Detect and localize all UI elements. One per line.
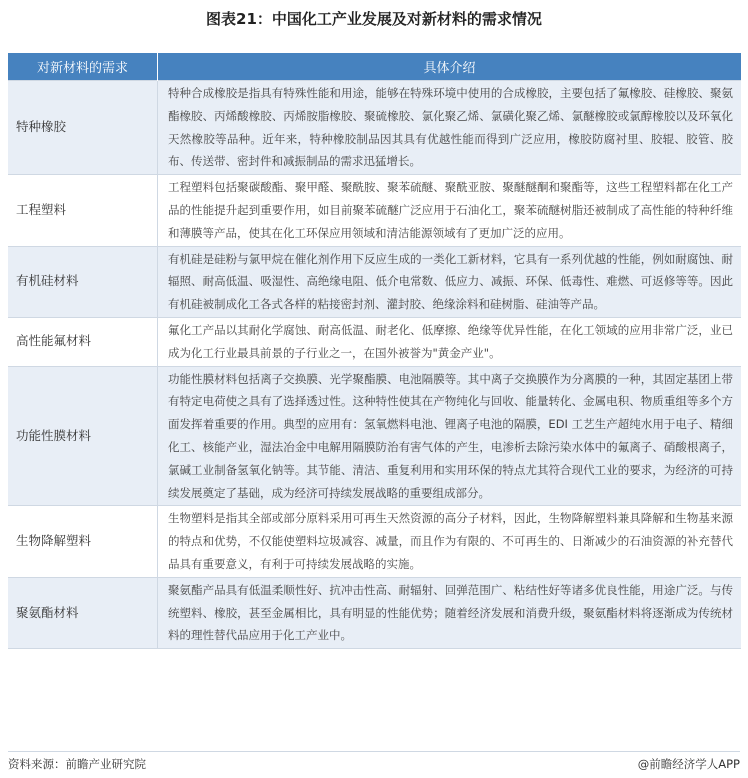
table-row — [8, 175, 741, 246]
table-row — [8, 577, 741, 648]
material-description: 氟化工产品以其耐化学腐蚀、耐高低温、耐老化、低摩擦、绝缘等优异性能，在化工领域的应用非常广泛，业已成为化工行业最具前景的子行业之一，在国外被誉为"黄金产业"。 — [158, 317, 742, 366]
table-row — [8, 246, 741, 317]
column-header-demand: 对新材料的需求 — [8, 53, 158, 81]
brand-text: @前瞻经济学人APP — [637, 757, 740, 771]
material-name: 生物降解塑料 — [8, 506, 158, 577]
demand-table — [8, 53, 741, 649]
material-name: 高性能氟材料 — [8, 317, 158, 366]
table-row — [8, 366, 741, 506]
material-description: 生物塑料是指其全部或部分原料采用可再生天然资源的高分子材料，因此，生物降解塑料兼具降解和生物基来源的特点和优势，不仅能使塑料垃圾减容、减量，而且作为有限的、不可再生的、日渐减少的石油资源的补充替代品具有重要意义，有利于可持续发展战略的实施。 — [158, 506, 742, 577]
material-description: 功能性膜材料包括离子交换膜、光学聚酯膜、电池隔膜等。其中离子交换膜作为分离膜的一种，其固定基团上带有特定电荷使之具有了选择透过性。这种特性使其在产物纯化与回收、能量转化、金属电积、物质重组等多个方面发挥着重要的作用。典型的应用有：氢氧燃料电池、锂离子电池的隔膜，EDI 工艺生产超纯水用于电子、精细化工、核能产业，湿法冶金中电解用隔膜防治有害气体的产生，电渗析去除污染水体中的氟离子、硝酸根离子，氯碱工业制备氢氧化钠等。其节能、清洁、重复利用和实用环保的特点尤其符合现代工业的要求，为经济的可持续发展奠定了基础，成为经济可持续发展战略的重要组成部分。 — [158, 366, 742, 506]
column-header-intro: 具体介绍 — [158, 53, 742, 81]
material-description: 有机硅是硅粉与氯甲烷在催化剂作用下反应生成的一类化工新材料，它具有一系列优越的性能，例如耐腐蚀、耐辐照、耐高低温、吸湿性、高绝缘电阻、低介电常数、低应力、减振、环保、低毒性、难燃、可返修等等。因此有机硅被制成化工各式各样的粘接密封剂、灌封胶、绝缘涂料和硅树脂、硅油等产品。 — [158, 246, 742, 317]
table-row — [8, 317, 741, 366]
material-description: 工程塑料包括聚碳酸酯、聚甲醛、聚酰胺、聚苯硫醚、聚酰亚胺、聚醚醚酮和聚酯等，这些工程塑料都在化工产品的性能提升起到重要作用，如目前聚苯硫醚广泛应用于石油化工，聚苯硫醚树脂还被制成了高性能的特种纤维和薄膜等产品，使其在化工环保应用领域和清洁能源领域有了更加广泛的应用。 — [158, 175, 742, 246]
page-title: 图表21：中国化工产业发展及对新材料的需求情况 — [206, 10, 542, 28]
material-description: 聚氨酯产品具有低温柔顺性好、抗冲击性高、耐辐射、回弹范围广、粘结性好等诸多优良性能，用途广泛。与传统塑料、橡胶，甚至金属相比，具有明显的性能优势；随着经济发展和消费升级，聚氨酯材料将逐渐成为传统材料的理性替代品应用于化工产业中。 — [158, 577, 742, 648]
material-name: 有机硅材料 — [8, 246, 158, 317]
material-description: 特种合成橡胶是指具有特殊性能和用途，能够在特殊环境中使用的合成橡胶，主要包括了氟橡胶、硅橡胶、聚氨酯橡胶、丙烯酸橡胶、丙烯胺脂橡胶、聚硫橡胶、氯化聚乙烯、氯磺化聚乙烯、氯醚橡胶或氯醇橡胶以及环氧化天然橡胶等品种。近年来，特种橡胶制品因其具有优越性能而得到广泛应用，橡胶防腐衬里、胶辊、胶管、胶布、传送带、密封件和减振制品的需求迅猛增长。 — [158, 81, 742, 175]
table-row — [8, 81, 741, 175]
table-row — [8, 506, 741, 577]
footer — [8, 751, 740, 774]
table-header-row — [8, 53, 741, 81]
material-name: 功能性膜材料 — [8, 366, 158, 506]
material-name: 工程塑料 — [8, 175, 158, 246]
material-name: 聚氨酯材料 — [8, 577, 158, 648]
brand-attribution — [638, 756, 740, 772]
source-note: 资料来源：前瞻产业研究院 — [8, 757, 146, 771]
material-name: 特种橡胶 — [8, 81, 158, 175]
